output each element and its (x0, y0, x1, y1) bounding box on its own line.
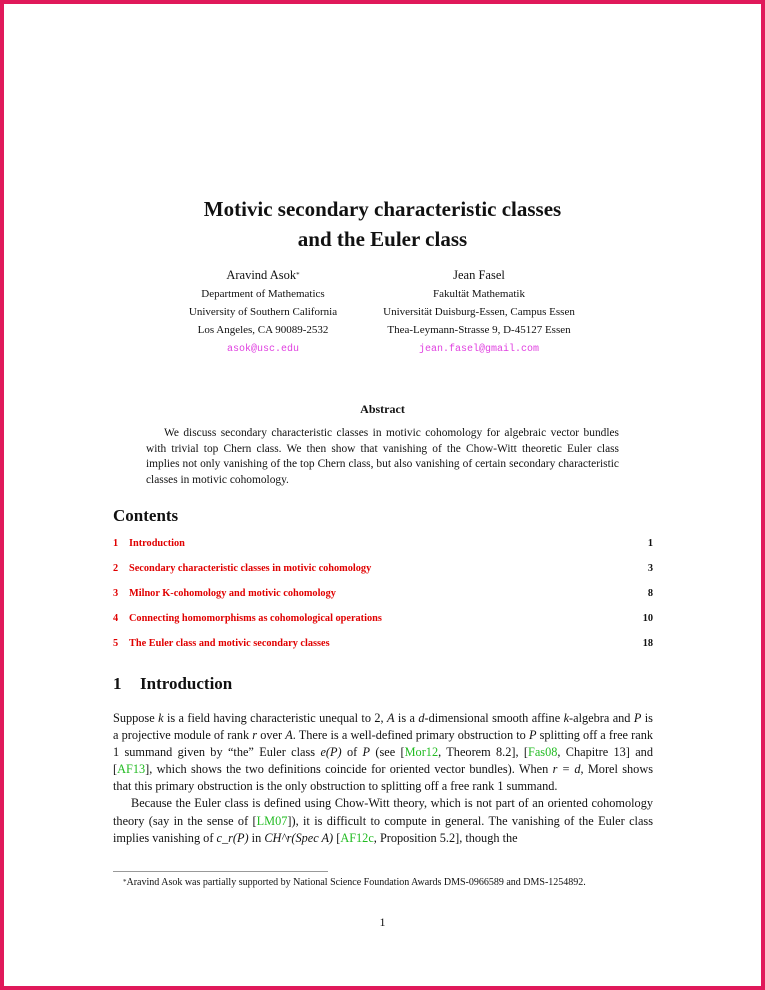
toc-title-link[interactable]: Secondary characteristic classes in motivic cohomology (129, 563, 372, 574)
toc-number[interactable]: 1 (113, 538, 119, 549)
author-name: Jean Fasel (453, 268, 505, 282)
toc-entry[interactable] (113, 637, 653, 662)
table-of-contents (113, 537, 653, 662)
author-email-link[interactable]: asok@usc.edu (226, 344, 299, 355)
author-block-fasel (374, 265, 584, 359)
toc-page: 8 (647, 588, 653, 599)
toc-entry[interactable] (113, 537, 653, 562)
toc-number[interactable]: 2 (113, 563, 119, 574)
toc-number[interactable]: 4 (113, 613, 119, 624)
citation-link[interactable]: Fas08 (528, 745, 558, 760)
toc-number[interactable]: 5 (113, 638, 119, 649)
author-address: Los Angeles, CA 90089-2532 (197, 324, 329, 336)
section-heading (113, 674, 232, 694)
toc-entry[interactable] (113, 587, 653, 612)
citation-link[interactable]: LM07 (256, 813, 288, 828)
toc-entry[interactable] (113, 612, 653, 637)
author-block-asok (158, 265, 368, 359)
author-address: Thea-Leymann-Strasse 9, D-45127 Essen (387, 324, 571, 336)
title-line-1: Motivic secondary characteristic classes (203, 197, 562, 221)
author-name (158, 265, 368, 285)
paragraph: Because the Euler class is defined using Chow-Witt theory, which is not part of an oriented cohomology theory (say in the sense of [LM07]), it is difficult to compute in general. The vanishing of the Euler class implies vanishing of c_r(P) in CH^r(Spec A) [AF12c, Proposition 5.2], though the (113, 796, 653, 845)
footnote (113, 876, 653, 889)
toc-title-link[interactable]: The Euler class and motivic secondary classes (129, 638, 330, 649)
author-email-link[interactable]: jean.fasel@gmail.com (418, 344, 540, 355)
footnote-text: Aravind Asok was partially supported by National Science Foundation Awards DMS-0966589 and DMS-1254892. (126, 877, 586, 888)
toc-page: 1 (647, 538, 653, 549)
author-univ: Universität Duisburg-Essen, Campus Essen (383, 306, 575, 318)
toc-page: 10 (642, 613, 653, 624)
introduction-body (113, 710, 653, 847)
citation-link[interactable]: AF12c (340, 830, 374, 845)
citation-link[interactable]: AF13 (117, 762, 146, 777)
author-dept: Department of Mathematics (201, 288, 325, 300)
section-title: Introduction (140, 674, 233, 693)
paragraph: Suppose k is a field having characteristic unequal to 2, A is a d-dimensional smooth affine k-algebra and P is a projective module of rank r over A. There is a well-defined primary obstruction to P splitting off a free rank 1 summand given by “the” Euler class e(P) of P (see [Mor12, Theorem 8.2], [Fas08, Chapitre 13] and [AF13], which shows the two definitions coincide for oriented vector bundles). When r = d, Morel shows that this primary obstruction is the only obstruction to splitting off a free rank 1 summand. (113, 711, 653, 794)
paper-title (0, 194, 765, 254)
footnote-marker[interactable]: * (296, 271, 300, 279)
author-univ: University of Southern California (188, 306, 338, 318)
toc-entry[interactable] (113, 562, 653, 587)
toc-page: 18 (642, 638, 653, 649)
citation-link[interactable]: Mor12 (404, 745, 439, 760)
abstract-heading: Abstract (360, 402, 405, 416)
contents-heading: Contents (113, 506, 179, 525)
toc-title-link[interactable]: Milnor K-cohomology and motivic cohomology (129, 588, 336, 599)
toc-title-link[interactable]: Connecting homomorphisms as cohomological operations (129, 613, 382, 624)
abstract-text: We discuss secondary characteristic classes in motivic cohomology for algebraic vector bundles with trivial top Chern class. We then show that vanishing of the Chow-Witt theoretic Euler class implies not only vanishing of the top Chern class, but also vanishing of certain secondary characteristic classes in motivic cohomology. (146, 427, 619, 486)
author-name-text: Aravind Asok (226, 268, 297, 282)
toc-page: 3 (647, 563, 653, 574)
author-dept: Fakultät Mathematik (433, 288, 525, 300)
section-number: 1 (113, 674, 122, 693)
toc-title-link[interactable]: Introduction (129, 538, 185, 549)
footnote-marker: * (123, 878, 127, 886)
footnote-divider (113, 871, 328, 872)
toc-number[interactable]: 3 (113, 588, 119, 599)
title-line-2: and the Euler class (297, 227, 468, 251)
page-number: 1 (379, 915, 386, 929)
